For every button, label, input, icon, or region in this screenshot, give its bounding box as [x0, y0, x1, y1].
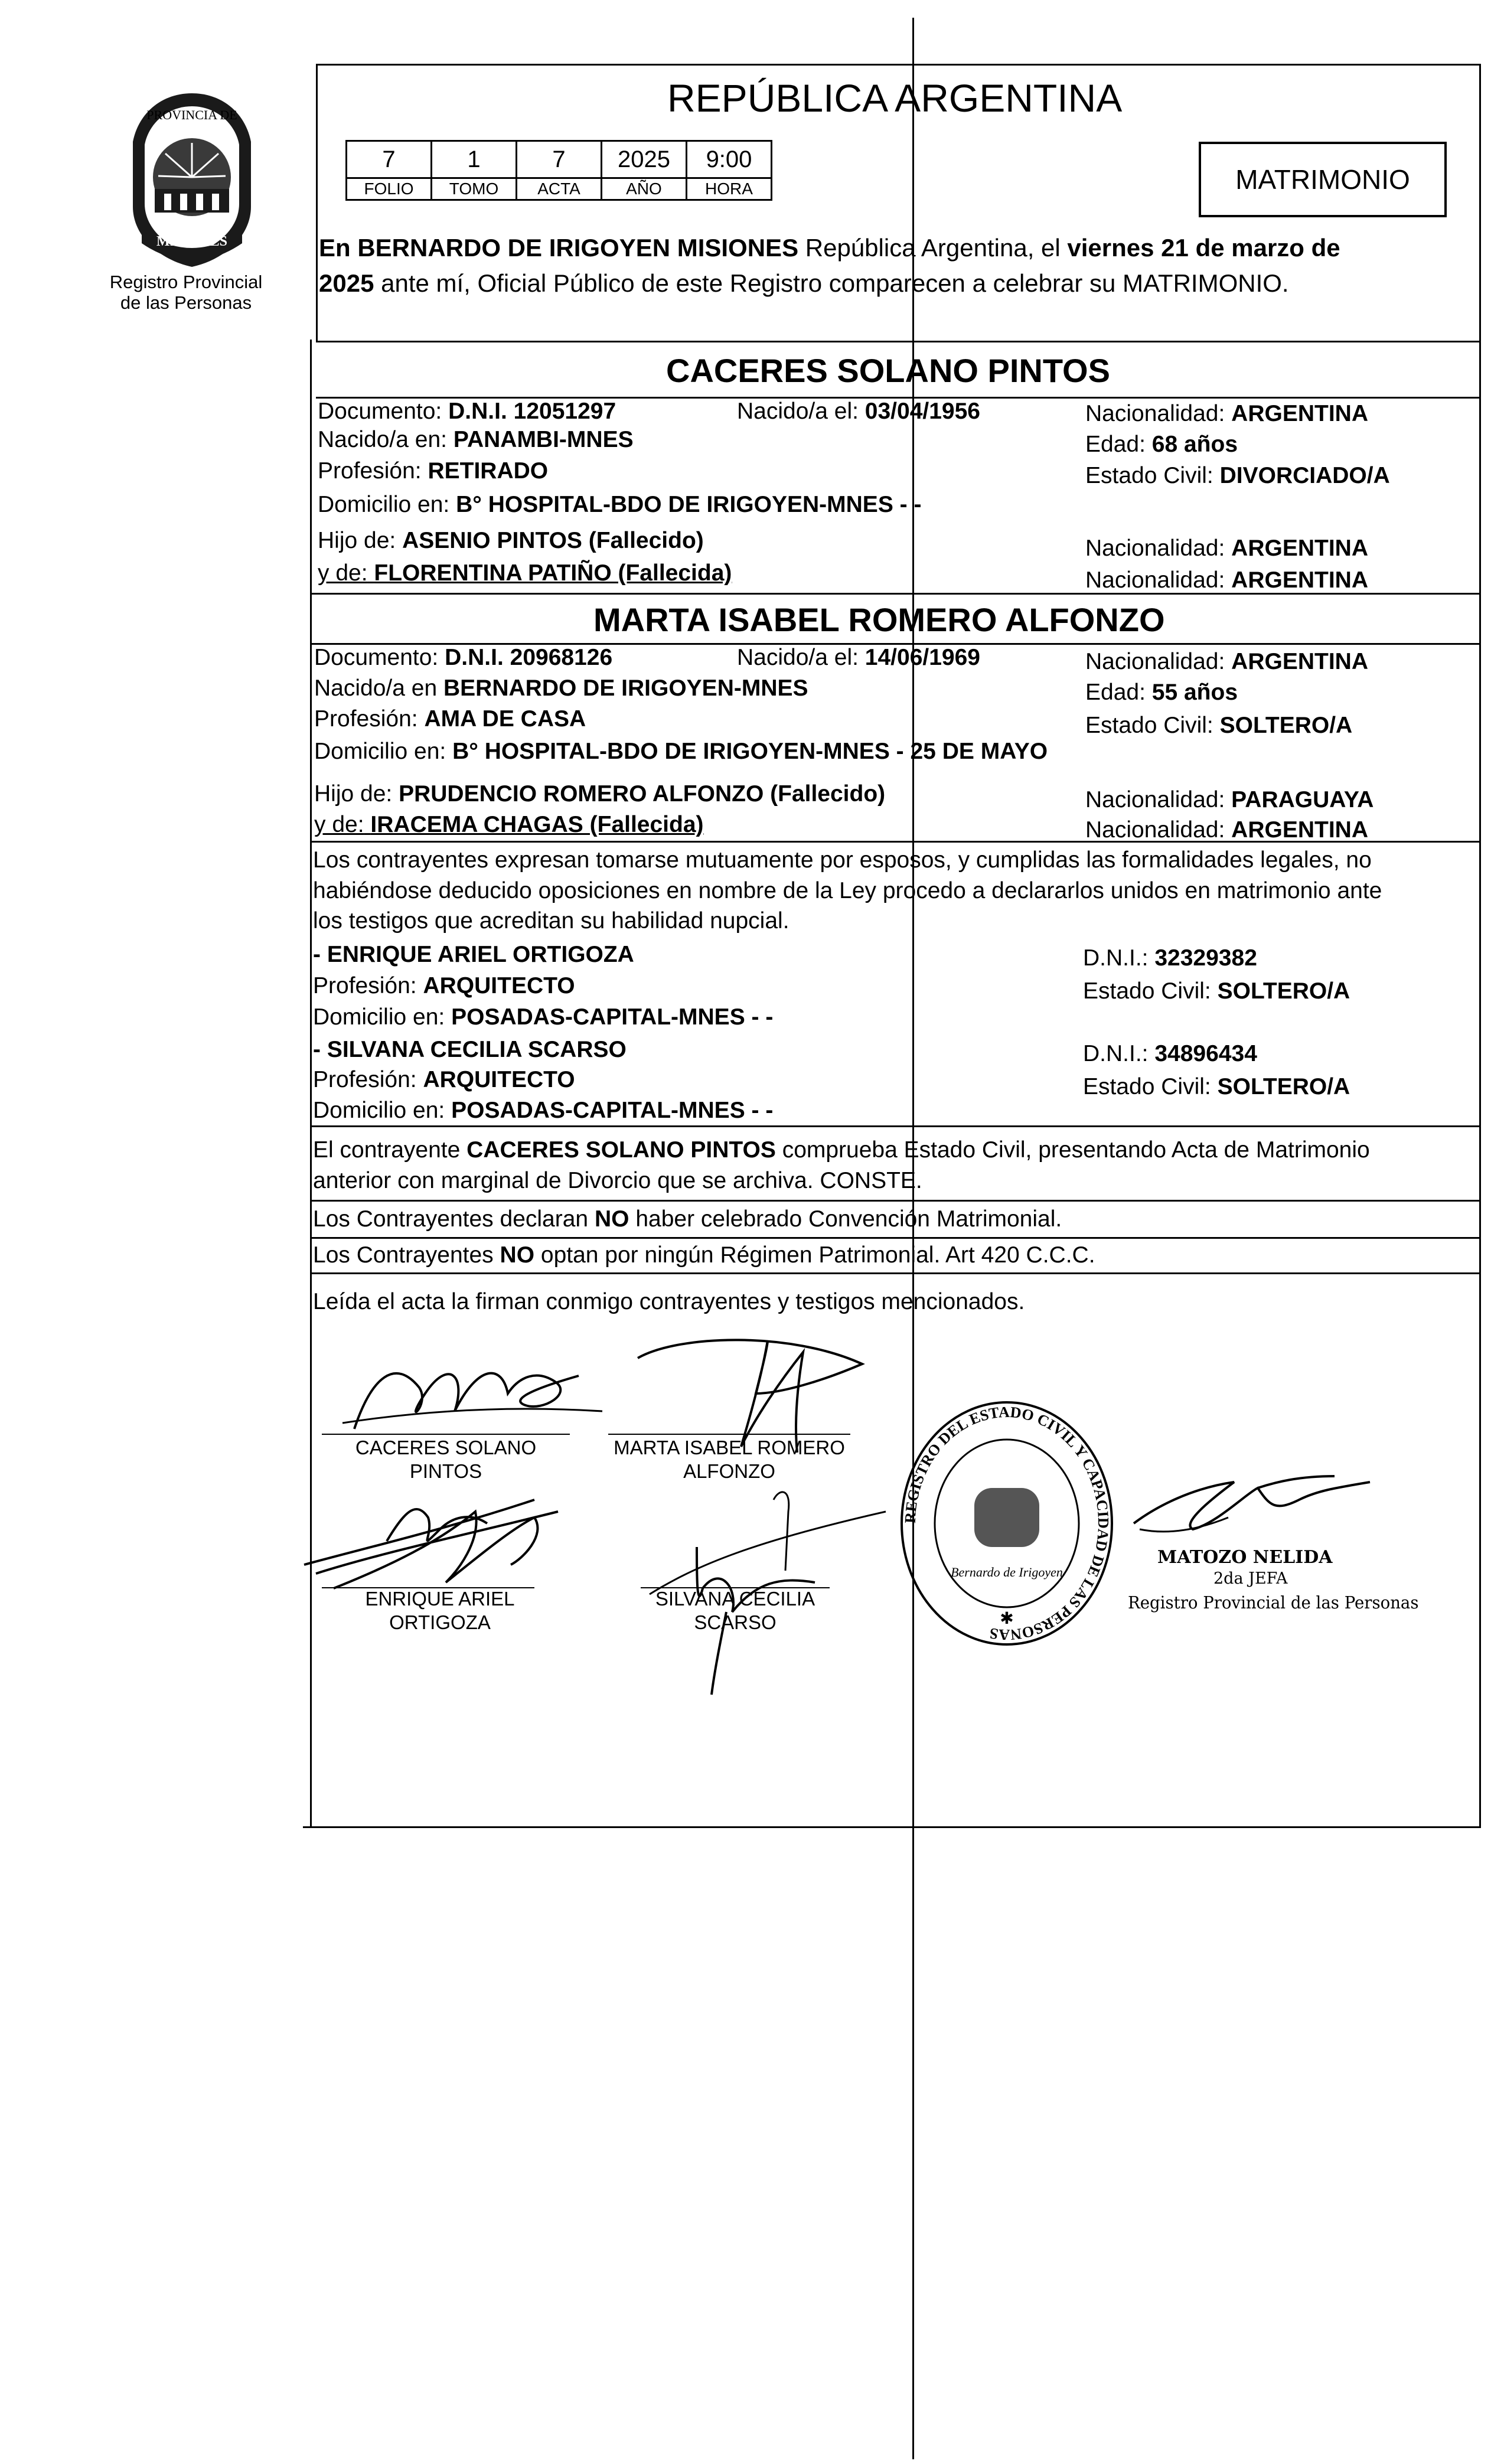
spouse1-father-row: Hijo de: ASENIO PINTOS (Fallecido) — [318, 528, 704, 553]
rule-after-divorce — [310, 1200, 1481, 1202]
spouse1-age-row: Edad: 68 años — [1085, 432, 1238, 457]
spouse1-mother-nationality-row: Nacionalidad: ARGENTINA — [1085, 567, 1369, 593]
spouse2-born-in-row: Nacido/a en BERNARDO DE IRIGOYEN-MNES — [314, 675, 808, 701]
divorce-note-line2: anterior con marginal de Divorcio que se archiva. CONSTE. — [313, 1168, 922, 1193]
stamp-center-text: Bernardo de Irigoyen — [951, 1565, 1063, 1579]
hour-value: 9:00 — [687, 141, 772, 178]
frame-bottom — [303, 1826, 1481, 1828]
witness1-civil-status-row: Estado Civil: SOLTERO/A — [1083, 978, 1350, 1004]
frame-top — [316, 64, 1481, 66]
frame-right — [1479, 64, 1481, 1826]
spouse2-father-row: Hijo de: PRUDENCIO ROMERO ALFONZO (Fallecido) — [314, 781, 886, 807]
spouse1-born-date-row: Nacido/a el: 03/04/1956 — [737, 399, 980, 424]
spouse2-document-row: Documento: D.N.I. 20968126 — [314, 645, 613, 670]
closing-note: Leída el acta la firman conmigo contrayentes y testigos mencionados. — [313, 1289, 1025, 1314]
spouse2-civil-status-row: Estado Civil: SOLTERO/A — [1085, 713, 1353, 738]
divorce-note-line1: El contrayente CACERES SOLANO PINTOS comprueba Estado Civil, presentando Acta de Matrimonio — [313, 1137, 1370, 1163]
spouse2-name: MARTA ISABEL ROMERO ALFONZO — [593, 601, 1165, 638]
frame-left-top — [316, 64, 318, 341]
spouse1-civil-status-row: Estado Civil: DIVORCIADO/A — [1085, 463, 1390, 488]
witness2-dni-row: D.N.I.: 34896434 — [1083, 1041, 1257, 1066]
intro-line1 — [319, 233, 1340, 263]
rule-after-intro — [316, 341, 1481, 342]
spouse2-age-row: Edad: 55 años — [1085, 680, 1238, 705]
regime-note: Los Contrayentes NO optan por ningún Régimen Patrimonial. Art 420 C.C.C. — [313, 1242, 1095, 1268]
witness2-name: - SILVANA CECILIA SCARSO — [313, 1037, 627, 1062]
witness1-dni-row: D.N.I.: 32329382 — [1083, 945, 1257, 971]
spouse2-mother-row: y de: IRACEMA CHAGAS (Fallecida) — [314, 812, 704, 837]
signature-caption-1: CACERES SOLANO PINTOS — [355, 1437, 537, 1482]
signature-caption-3: ENRIQUE ARIEL ORTIGOZA — [365, 1588, 515, 1633]
stamp-ring-text: REGISTRO DEL ESTADO CIVIL Y CAPACIDAD DE LAS PERSONAS — [901, 1403, 1112, 1644]
signature-spouse1-scribble — [331, 1340, 614, 1447]
document-type-box — [1199, 142, 1447, 217]
hour-label: HORA — [687, 178, 772, 200]
rule-after-witnesses — [310, 1125, 1481, 1127]
folio-value: 7 — [347, 141, 432, 178]
spouse2-profession-row: Profesión: AMA DE CASA — [314, 706, 586, 732]
tomo-value: 1 — [432, 141, 517, 178]
declaration-line1: Los contrayentes expresan tomarse mutuamente por esposos, y cumplidas las formalidades legales, no — [313, 847, 1372, 873]
spouse2-nationality-row: Nacionalidad: ARGENTINA — [1085, 649, 1369, 674]
spouse1-address-row: Domicilio en: B° HOSPITAL-BDO DE IRIGOYEN-MNES - - — [318, 492, 922, 517]
folio-label: FOLIO — [347, 178, 432, 200]
official-stamp — [895, 1382, 1119, 1665]
signature-line-2 — [608, 1434, 850, 1435]
spouse1-name: CACERES SOLANO PINTOS — [666, 352, 1110, 389]
official-name: MATOZO NELIDA — [1157, 1547, 1333, 1568]
witness2-profession-row: Profesión: ARQUITECTO — [313, 1067, 575, 1092]
intro-country: República Argentina, el — [805, 234, 1061, 262]
record-table — [345, 140, 772, 201]
tomo-label: TOMO — [432, 178, 517, 200]
intro-place: En BERNARDO DE IRIGOYEN MISIONES — [319, 234, 799, 262]
logo-top-text: PROVINCIA DE — [146, 107, 237, 122]
stamp-emblem — [974, 1488, 1039, 1547]
witness1-address-row: Domicilio en: POSADAS-CAPITAL-MNES - - — [313, 1004, 774, 1030]
witness2-address-row: Domicilio en: POSADAS-CAPITAL-MNES - - — [313, 1098, 774, 1123]
year-label: AÑO — [602, 178, 687, 200]
official-title: 2da JEFA — [1213, 1569, 1288, 1588]
spouse2-mother-nationality-row: Nacionalidad: ARGENTINA — [1085, 817, 1369, 843]
rule-after-convention — [310, 1237, 1481, 1239]
official-office: Registro Provincial de las Personas — [1128, 1592, 1419, 1613]
intro-date: viernes 21 de marzo de — [1067, 234, 1340, 262]
spouse1-mother-row: y de: FLORENTINA PATIÑO (Fallecida) — [318, 560, 732, 586]
acta-value: 7 — [517, 141, 602, 178]
stamp-star-icon: ✱ — [1000, 1609, 1014, 1627]
witness1-name: - ENRIQUE ARIEL ORTIGOZA — [313, 942, 634, 967]
signature-caption-4: SILVANA CECILIA SCARSO — [655, 1588, 815, 1633]
spouse2-address-row: Domicilio en: B° HOSPITAL-BDO DE IRIGOYEN-MNES - 25 DE MAYO — [314, 739, 1048, 764]
witness2-civil-status-row: Estado Civil: SOLTERO/A — [1083, 1074, 1350, 1099]
spouse2-father-nationality-row: Nacionalidad: PARAGUAYA — [1085, 787, 1374, 812]
page-title: REPÚBLICA ARGENTINA — [667, 76, 1123, 120]
spouse2-born-date-row: Nacido/a el: 14/06/1969 — [737, 645, 980, 670]
acta-label: ACTA — [517, 178, 602, 200]
convention-note: Los Contrayentes declaran NO haber celebrado Convención Matrimonial. — [313, 1206, 1062, 1232]
intro-line2 — [319, 269, 1289, 298]
logo-bottom-text: MISIONES — [156, 234, 228, 249]
declaration-line3: los testigos que acreditan su habilidad nupcial. — [313, 908, 789, 934]
spouse1-nationality-row: Nacionalidad: ARGENTINA — [1085, 401, 1369, 426]
intro-text: ante mí, Oficial Público de este Registro comparecen a celebrar su MATRIMONIO. — [381, 269, 1289, 297]
spouse1-born-in-row: Nacido/a en: PANAMBI-MNES — [318, 427, 634, 452]
signature-line-1 — [322, 1434, 570, 1435]
document-type: MATRIMONIO — [1235, 164, 1410, 195]
spouse1-father-nationality-row: Nacionalidad: ARGENTINA — [1085, 536, 1369, 561]
declaration-line2: habiéndose deducido oposiciones en nombre de la Ley procedo a declararlos unidos en matrimonio ante — [313, 878, 1382, 903]
witness1-profession-row: Profesión: ARQUITECTO — [313, 973, 575, 998]
spouse1-profession-row: Profesión: RETIRADO — [318, 458, 549, 484]
logo-caption-line1: Registro Provincial — [109, 272, 263, 292]
intro-year: 2025 — [319, 269, 374, 297]
year-value: 2025 — [602, 141, 687, 178]
spouse1-document-row: Documento: D.N.I. 12051297 — [318, 399, 616, 424]
logo-caption-line2: de las Personas — [120, 292, 252, 313]
signature-caption-2: MARTA ISABEL ROMERO ALFONZO — [614, 1437, 845, 1482]
rule-after-regime — [310, 1272, 1481, 1274]
